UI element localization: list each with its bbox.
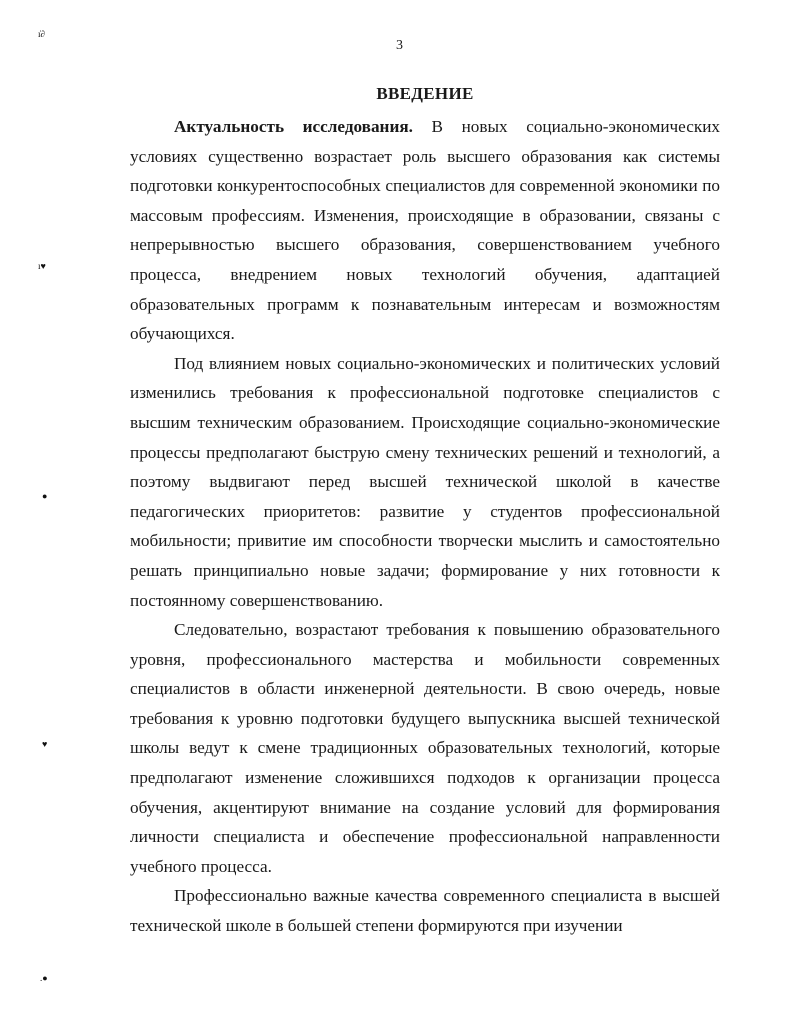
scan-mark-upper: ı♥ xyxy=(38,261,46,271)
scan-mark-bottom: .● xyxy=(40,973,48,983)
scan-mark-top: ı̇∂ xyxy=(38,29,45,39)
scan-mark-middle: ● xyxy=(42,491,48,501)
document-body xyxy=(130,112,720,941)
paragraph-relevance xyxy=(130,112,720,349)
relevance-lead-label: Актуальность исследования. xyxy=(174,117,413,136)
scan-mark-lower: ♥ xyxy=(42,739,48,749)
paragraph-consequences: Следовательно, возрастают требования к повышению образовательного уровня, профессионального мастерства и мобильности современных специалистов в области инженерной деятельности. В свою очередь, новые требования к уровню подготовки будущего выпускника высшей технической школы ведут к смене традиционных образовательных технологий, которые предполагают изменение сложившихся подходов к организации процесса обучения, акцентируют внимание на создание условий для формирования личности специалиста и обеспечение профессиональной направленности учебного процесса. xyxy=(130,620,720,876)
paragraph-qualities: Профессионально важные качества современного специалиста в высшей технической школе в большей степени формируются при изучении xyxy=(130,886,720,936)
relevance-text: В новых социально-экономических условиях существенно возрастает роль высшего образования как системы подготовки конкурентоспособных специалистов для современной экономики по массовым профессиям. Изменения, происходящие в образовании, связаны с непрерывностью высшего образования, совершенствованием учебного процесса, внедрением новых технологий обучения, адаптацией образовательных программ к познавательным интересам и возможностям обучающихся. xyxy=(130,117,720,344)
paragraph-requirements: Под влиянием новых социально-экономических и политических условий изменились требования к профессиональной подготовке специалистов с высшим техническим образованием. Происходящие социально-экономические процессы предполагают быструю смену технических решений и технологий, а поэтому выдвигают перед высшей технической школой в качестве педагогических приоритетов: развитие у студентов профессиональной мобильности; привитие им способности творчески мыслить и самостоятельно решать принципиально новые задачи; формирование у них готовности к постоянному совершенствованию. xyxy=(130,353,720,610)
page-number: 3 xyxy=(396,38,403,53)
section-heading: ВВЕДЕНИЕ xyxy=(376,84,474,103)
